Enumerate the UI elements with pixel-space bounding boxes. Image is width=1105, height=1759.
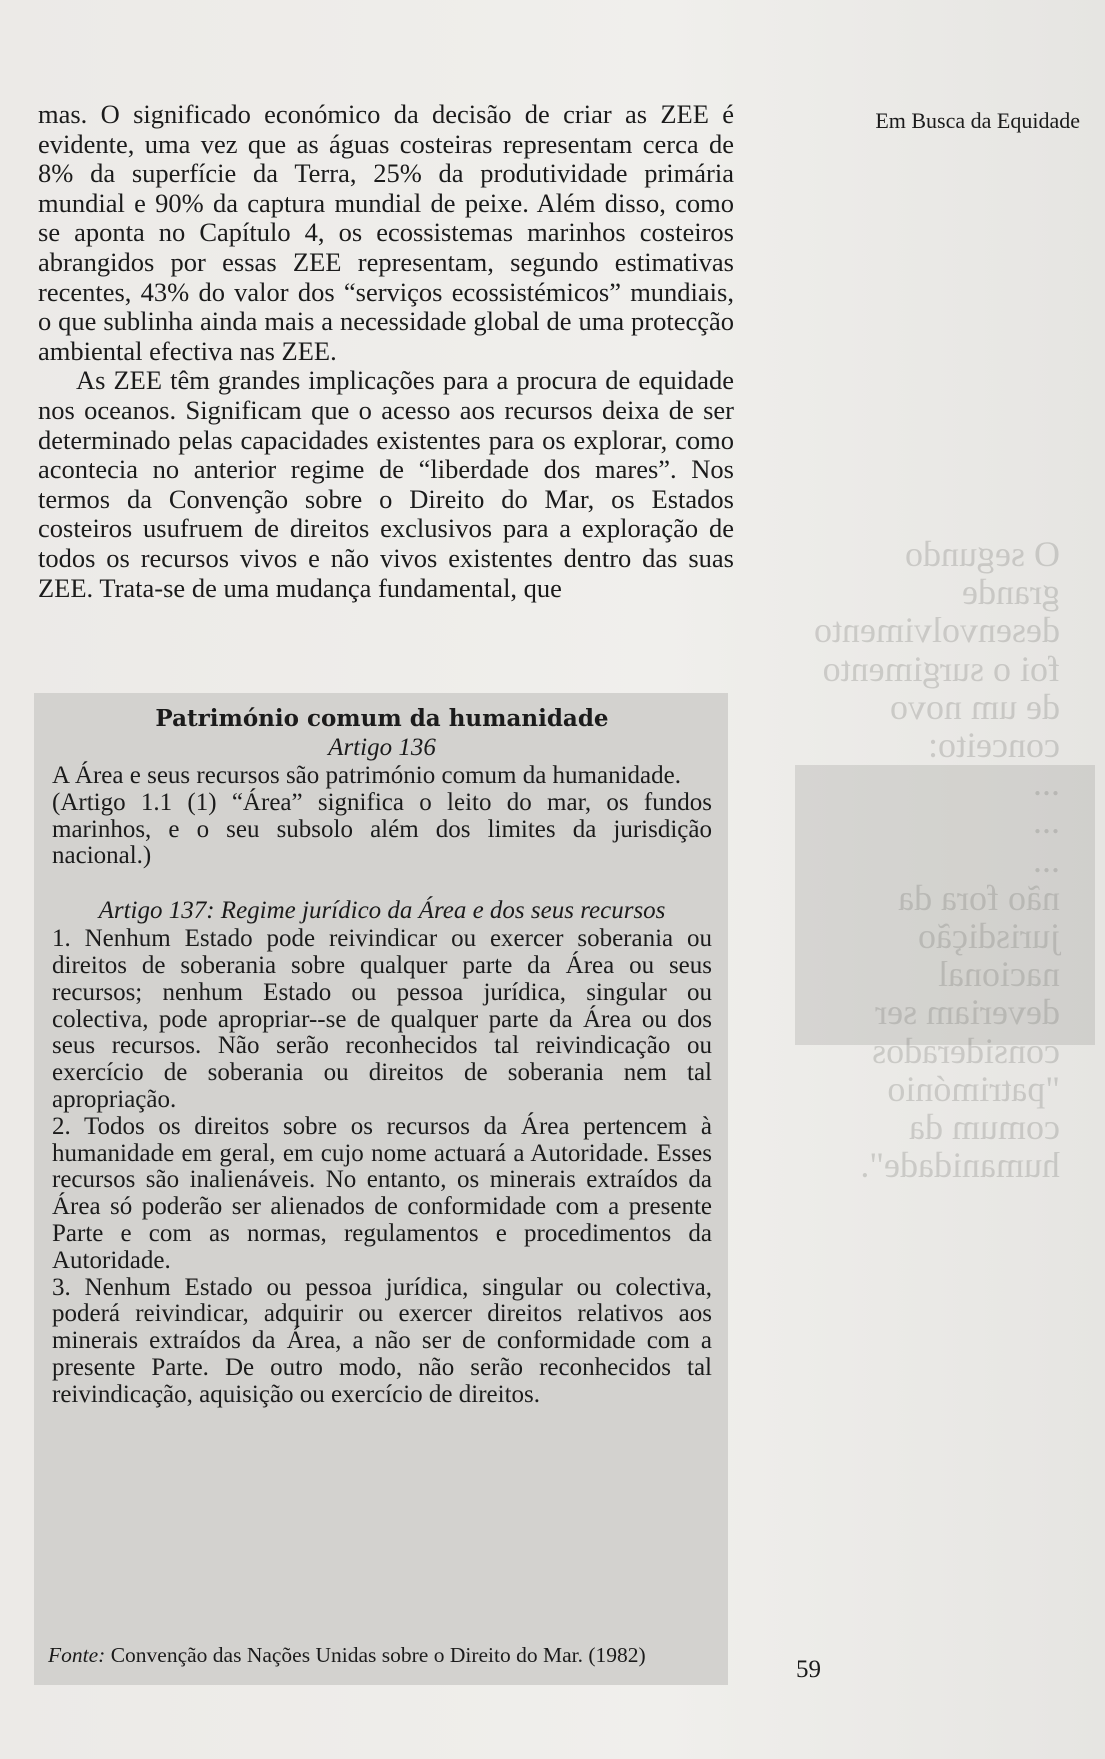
sidebar-box: [34, 693, 728, 1685]
source-line: [48, 1643, 728, 1668]
box-title: Património comum da humanidade: [155, 705, 609, 732]
article-137-heading: Artigo 137: Regime jurídico da Área e dos seus recursos: [98, 897, 666, 925]
clause-1: 1. Nenhum Estado pode reivindicar ou exercer soberania ou direitos de soberania sobre qualquer parte da Área ou seus recursos; nenhum Estado ou pessoa jurídica, singular ou colectiva, pode apropriar--se de qualquer parte da Área ou dos seus recursos. Não serão reconhecidos tal reivindicação ou exercício de soberania ou direitos de soberania nem tal apropriação.: [52, 925, 712, 1113]
source-text: Convenção das Nações Unidas sobre o Direito do Mar. (1982): [105, 1643, 646, 1667]
body-paragraph-1: mas. O significado económico da decisão de criar as ZEE é evidente, uma vez que as águas costeiras representam cerca de 8% da superfície da Terra, 25% da produtividade primária mundial e 90% da captura mundial de peixe. Além disso, como se aponta no Capítulo 4, os ecossistemas marinhos costeiros abrangidos por essas ZEE representam, segundo estimativas recentes, 43% do valor dos “serviços ecossistémicos” mundiais, o que sublinha ainda mais a necessidade global de uma protecção ambiental efectiva nas ZEE.: [38, 99, 734, 366]
article-136-text: A Área e seus recursos são património comum da humanidade.: [52, 762, 681, 789]
body-text: [38, 100, 734, 603]
clause-2: 2. Todos os direitos sobre os recursos da Área pertencem à humanidade em geral, em cujo nome actuará a Autoridade. Esses recursos são inalienáveis. No entanto, os minerais extraídos da Área só poderão ser alienados de conformidade com a presente Parte e com as normas, regulamentos e procedimentos da Autoridade.: [52, 1112, 712, 1274]
clause-3: 3. Nenhum Estado ou pessoa jurídica, singular ou colectiva, poderá reivindicar, adquirir ou exercer direitos relativos aos minerais extraídos da Área, a não ser de conformidade com a presente Parte. De outro modo, não serão reconhecidos tal reivindicação, aquisição ou exercício de direitos.: [52, 1273, 712, 1408]
source-label: Fonte:: [48, 1643, 106, 1667]
body-paragraph-2: As ZEE têm grandes implicações para a procura de equidade nos oceanos. Significam que o acesso aos recursos deixa de ser determinado pelas capacidades existentes para os explorar, como acontecia no anterior regime de “liberdade dos mares”. Nos termos da Convenção sobre o Direito do Mar, os Estados costeiros usufruem de direitos exclusivos para a exploração de todos os recursos vivos e não vivos existentes dentro das suas ZEE. Trata-se de uma mudança fundamental, que: [38, 365, 734, 603]
page-number: 59: [796, 1656, 821, 1683]
box-subtitle: Artigo 136: [328, 734, 436, 761]
article-136-note: (Artigo 1.1 (1) “Área” significa o leito do mar, os fundos marinhos, e o seu subsolo além dos limites da jurisdição nacional.): [52, 788, 712, 870]
running-head: Em Busca da Equidade: [875, 108, 1080, 133]
bleed-through-text: O segundo grande desenvolvimento foi o surgimento de um novo conceito: ... ... ... não fora da jurisdição nacional deveriam ser considerados "património comum da humanidade".: [814, 534, 1060, 1186]
